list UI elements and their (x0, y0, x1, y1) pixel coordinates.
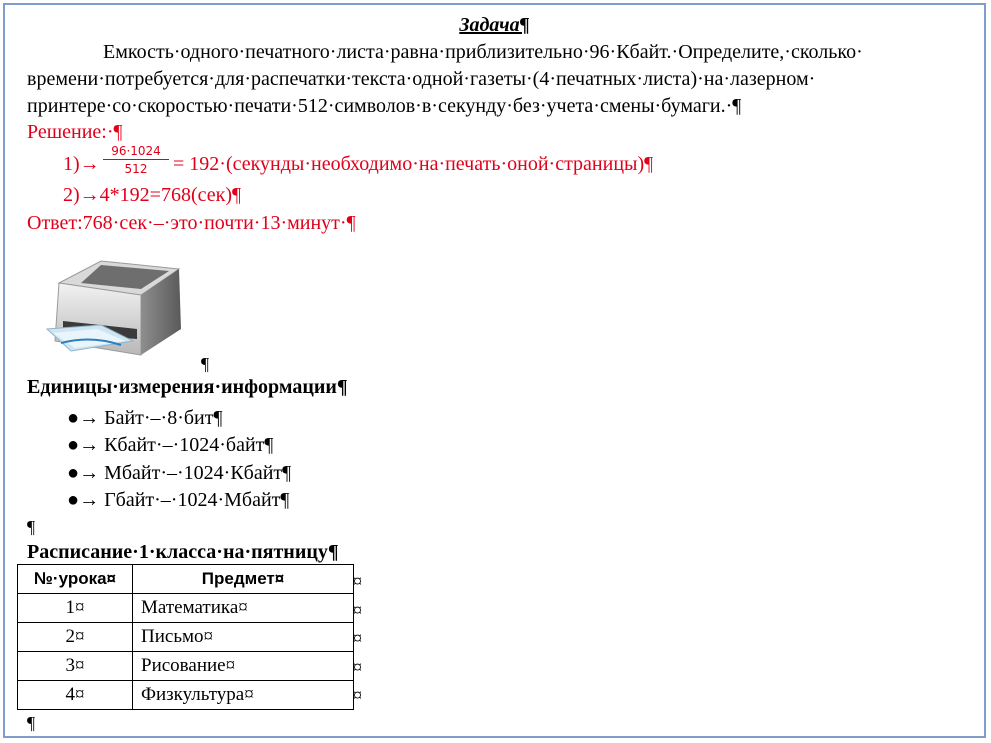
image-paragraph-mark: ¶ (201, 354, 210, 374)
schedule-table (17, 564, 354, 710)
row-end-mark: ¤ (353, 628, 362, 648)
column-header-subject: Предмет¤ (133, 565, 354, 594)
lesson-number-cell: 1¤ (18, 594, 133, 623)
final-paragraph-mark: ¶ (27, 713, 36, 733)
table-row (18, 652, 354, 681)
schedule-heading: Расписание·1·класса·на·пятницу¶ (27, 541, 339, 563)
subject-cell: Математика¤ (133, 594, 354, 623)
row-end-mark: ¤ (353, 657, 362, 677)
fraction-denominator: 512 (124, 162, 148, 176)
table-header-row (18, 565, 354, 594)
table-row (18, 681, 354, 710)
solution-fraction (103, 144, 169, 176)
printer-icon (41, 255, 191, 365)
lesson-number-cell: 3¤ (18, 652, 133, 681)
subject-cell: Физкультура¤ (133, 681, 354, 710)
table-row (18, 594, 354, 623)
task-text-line-1: Емкость·одного·печатного·листа·равна·приблизительно·96·Кбайт.·Определите,·сколько· (103, 41, 863, 63)
units-heading: Единицы·измерения·информации¶ (27, 376, 348, 398)
table-row (18, 623, 354, 652)
row-end-mark: ¤ (353, 685, 362, 705)
empty-paragraph-mark: ¶ (27, 517, 36, 537)
lesson-number-cell: 4¤ (18, 681, 133, 710)
task-text-line-2: времени·потребуется·для·распечатки·текста·одной·газеты·(4·печатных·листа)·на·лазерном· (27, 68, 816, 90)
answer-line: Ответ:768·сек·–·это·почти·13·минут·¶ (27, 212, 356, 234)
fraction-numerator: 96·1024 (103, 144, 169, 160)
units-list-item: ●→ Кбайт·–·1024·байт¶ (67, 434, 274, 456)
solution-step-1-prefix: 1)→ (63, 153, 100, 175)
solution-step-1-result: = 192·(секунды·необходимо·на·печать·оной·страницы)¶ (173, 153, 654, 175)
units-list-item: ●→ Байт·–·8·бит¶ (67, 407, 223, 429)
task-text-line-3: принтере·со·скоростью·печати·512·символов·в·секунду·без·учета·смены·бумаги.·¶ (27, 95, 742, 117)
units-list-item: ●→ Гбайт·–·1024·Мбайт¶ (67, 489, 290, 511)
row-end-mark: ¤ (353, 571, 362, 591)
subject-cell: Письмо¤ (133, 623, 354, 652)
document-page (3, 3, 986, 738)
subject-cell: Рисование¤ (133, 652, 354, 681)
row-end-mark: ¤ (353, 600, 362, 620)
task-heading: Задача¶ (459, 14, 530, 36)
lesson-number-cell: 2¤ (18, 623, 133, 652)
solution-step-2: 2)→4*192=768(сек)¶ (63, 184, 242, 206)
solution-label: Решение:·¶ (27, 121, 123, 143)
column-header-lesson-number: №·урока¤ (18, 565, 133, 594)
units-list-item: ●→ Мбайт·–·1024·Кбайт¶ (67, 462, 292, 484)
